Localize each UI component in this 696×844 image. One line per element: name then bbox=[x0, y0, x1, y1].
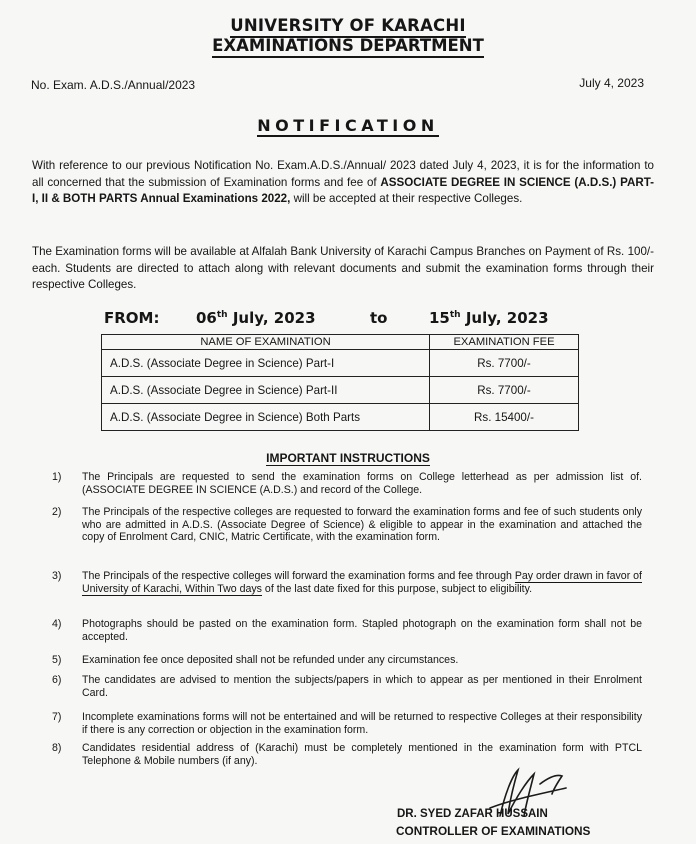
list-item: 3) The Principals of the respective colleges will forward the examination forms and fee through Pay order drawn in favor of University of Karachi, Within Two days of the last date fixed for this purpose, subject to eligibility. bbox=[52, 570, 642, 595]
department-name: EXAMINATIONS DEPARTMENT bbox=[0, 36, 696, 55]
university-name: UNIVERSITY OF KARACHI bbox=[0, 16, 696, 35]
forms-paragraph: The Examination forms will be available at Alfalah Bank University of Karachi Campus Branches on Payment of Rs. 100/- each. Students are directed to attach along with relevant documents and submit the examination forms through their respective Colleges. bbox=[32, 245, 654, 292]
instructions-heading: IMPORTANT INSTRUCTIONS bbox=[266, 451, 430, 465]
list-item: 2) The Principals of the respective colleges are requested to forward the examination forms and fee of such students only who are admitted in A.D.S. (Associate Degree of Science) & eligible to appear in the examination and attached the copy of Enrolment Card, CNIC, Matric Certificate, with the examination form. bbox=[52, 506, 642, 544]
exam-name-cell: A.D.S. (Associate Degree in Science) Part-II bbox=[102, 377, 430, 404]
from-label: FROM: bbox=[104, 309, 160, 327]
exam-name-bold: ASSOCIATE DEGREE IN SCIENCE (A.D.S.) PART- I, II & BOTH PARTS Annual Examinations 2022, bbox=[32, 175, 654, 206]
list-item: 5) Examination fee once deposited shall not be refunded under any circumstances. bbox=[52, 654, 459, 666]
notice-date: July 4, 2023 bbox=[579, 76, 644, 90]
to-label: to bbox=[370, 309, 388, 327]
table-row bbox=[102, 350, 579, 377]
table-row bbox=[102, 377, 579, 404]
reference-number: No. Exam. A.D.S./Annual/2023 bbox=[31, 78, 196, 92]
header-exam-fee: EXAMINATION FEE bbox=[430, 335, 579, 350]
notification-title: NOTIFICATION bbox=[257, 116, 439, 135]
header-exam-name: NAME OF EXAMINATION bbox=[102, 335, 430, 350]
list-item: 7) Incomplete examinations forms will not be entertained and will be returned to respective Colleges at their responsibility if there is any correction or objection in the examination form. bbox=[52, 711, 642, 736]
list-item: 4) Photographs should be pasted on the examination form. Stapled photograph on the examination form shall not be accepted. bbox=[52, 618, 642, 643]
fee-table-header bbox=[102, 335, 579, 350]
to-date: 15th July, 2023 bbox=[429, 309, 549, 327]
exam-fee-cell: Rs. 7700/- bbox=[430, 350, 579, 377]
table-row bbox=[102, 404, 579, 431]
pay-order-underlined: Pay order drawn in favor of University of Karachi, Within Two days bbox=[82, 570, 642, 595]
exam-fee-cell: Rs. 7700/- bbox=[430, 377, 579, 404]
list-item: 6) The candidates are advised to mention the subjects/papers in which to appear as per mentioned in their Enrolment Card. bbox=[52, 674, 642, 699]
exam-name-cell: A.D.S. (Associate Degree in Science) Both Parts bbox=[102, 404, 430, 431]
from-date: 06th July, 2023 bbox=[196, 309, 316, 327]
fee-table bbox=[101, 334, 579, 431]
signatory-title: CONTROLLER OF EXAMINATIONS bbox=[396, 824, 591, 838]
intro-paragraph: With reference to our previous Notification No. Exam.A.D.S./Annual/ 2023 dated July 4, 2023, it is for the information to all concerned that the submission of Examination forms and fee of ASSOCIATE DEGREE IN SCIENCE (A.D.S.) PART- I, II & BOTH PARTS Annual Examinations 2022, will be accepted at their respective Colleges. bbox=[32, 159, 654, 206]
exam-name-cell: A.D.S. (Associate Degree in Science) Part-I bbox=[102, 350, 430, 377]
list-item: 1) The Principals are requested to send the examination forms on College letterhead as per admission list of. (ASSOCIATE DEGREE IN SCIENCE (A.D.S.) and record of the College. bbox=[52, 471, 642, 496]
exam-fee-cell: Rs. 15400/- bbox=[430, 404, 579, 431]
list-item: 8) Candidates residential address of (Karachi) must be completely mentioned in the examination form with PTCL Telephone & Mobile numbers (if any). bbox=[52, 742, 642, 767]
signatory-name: DR. SYED ZAFAR HUSSAIN bbox=[397, 808, 548, 820]
